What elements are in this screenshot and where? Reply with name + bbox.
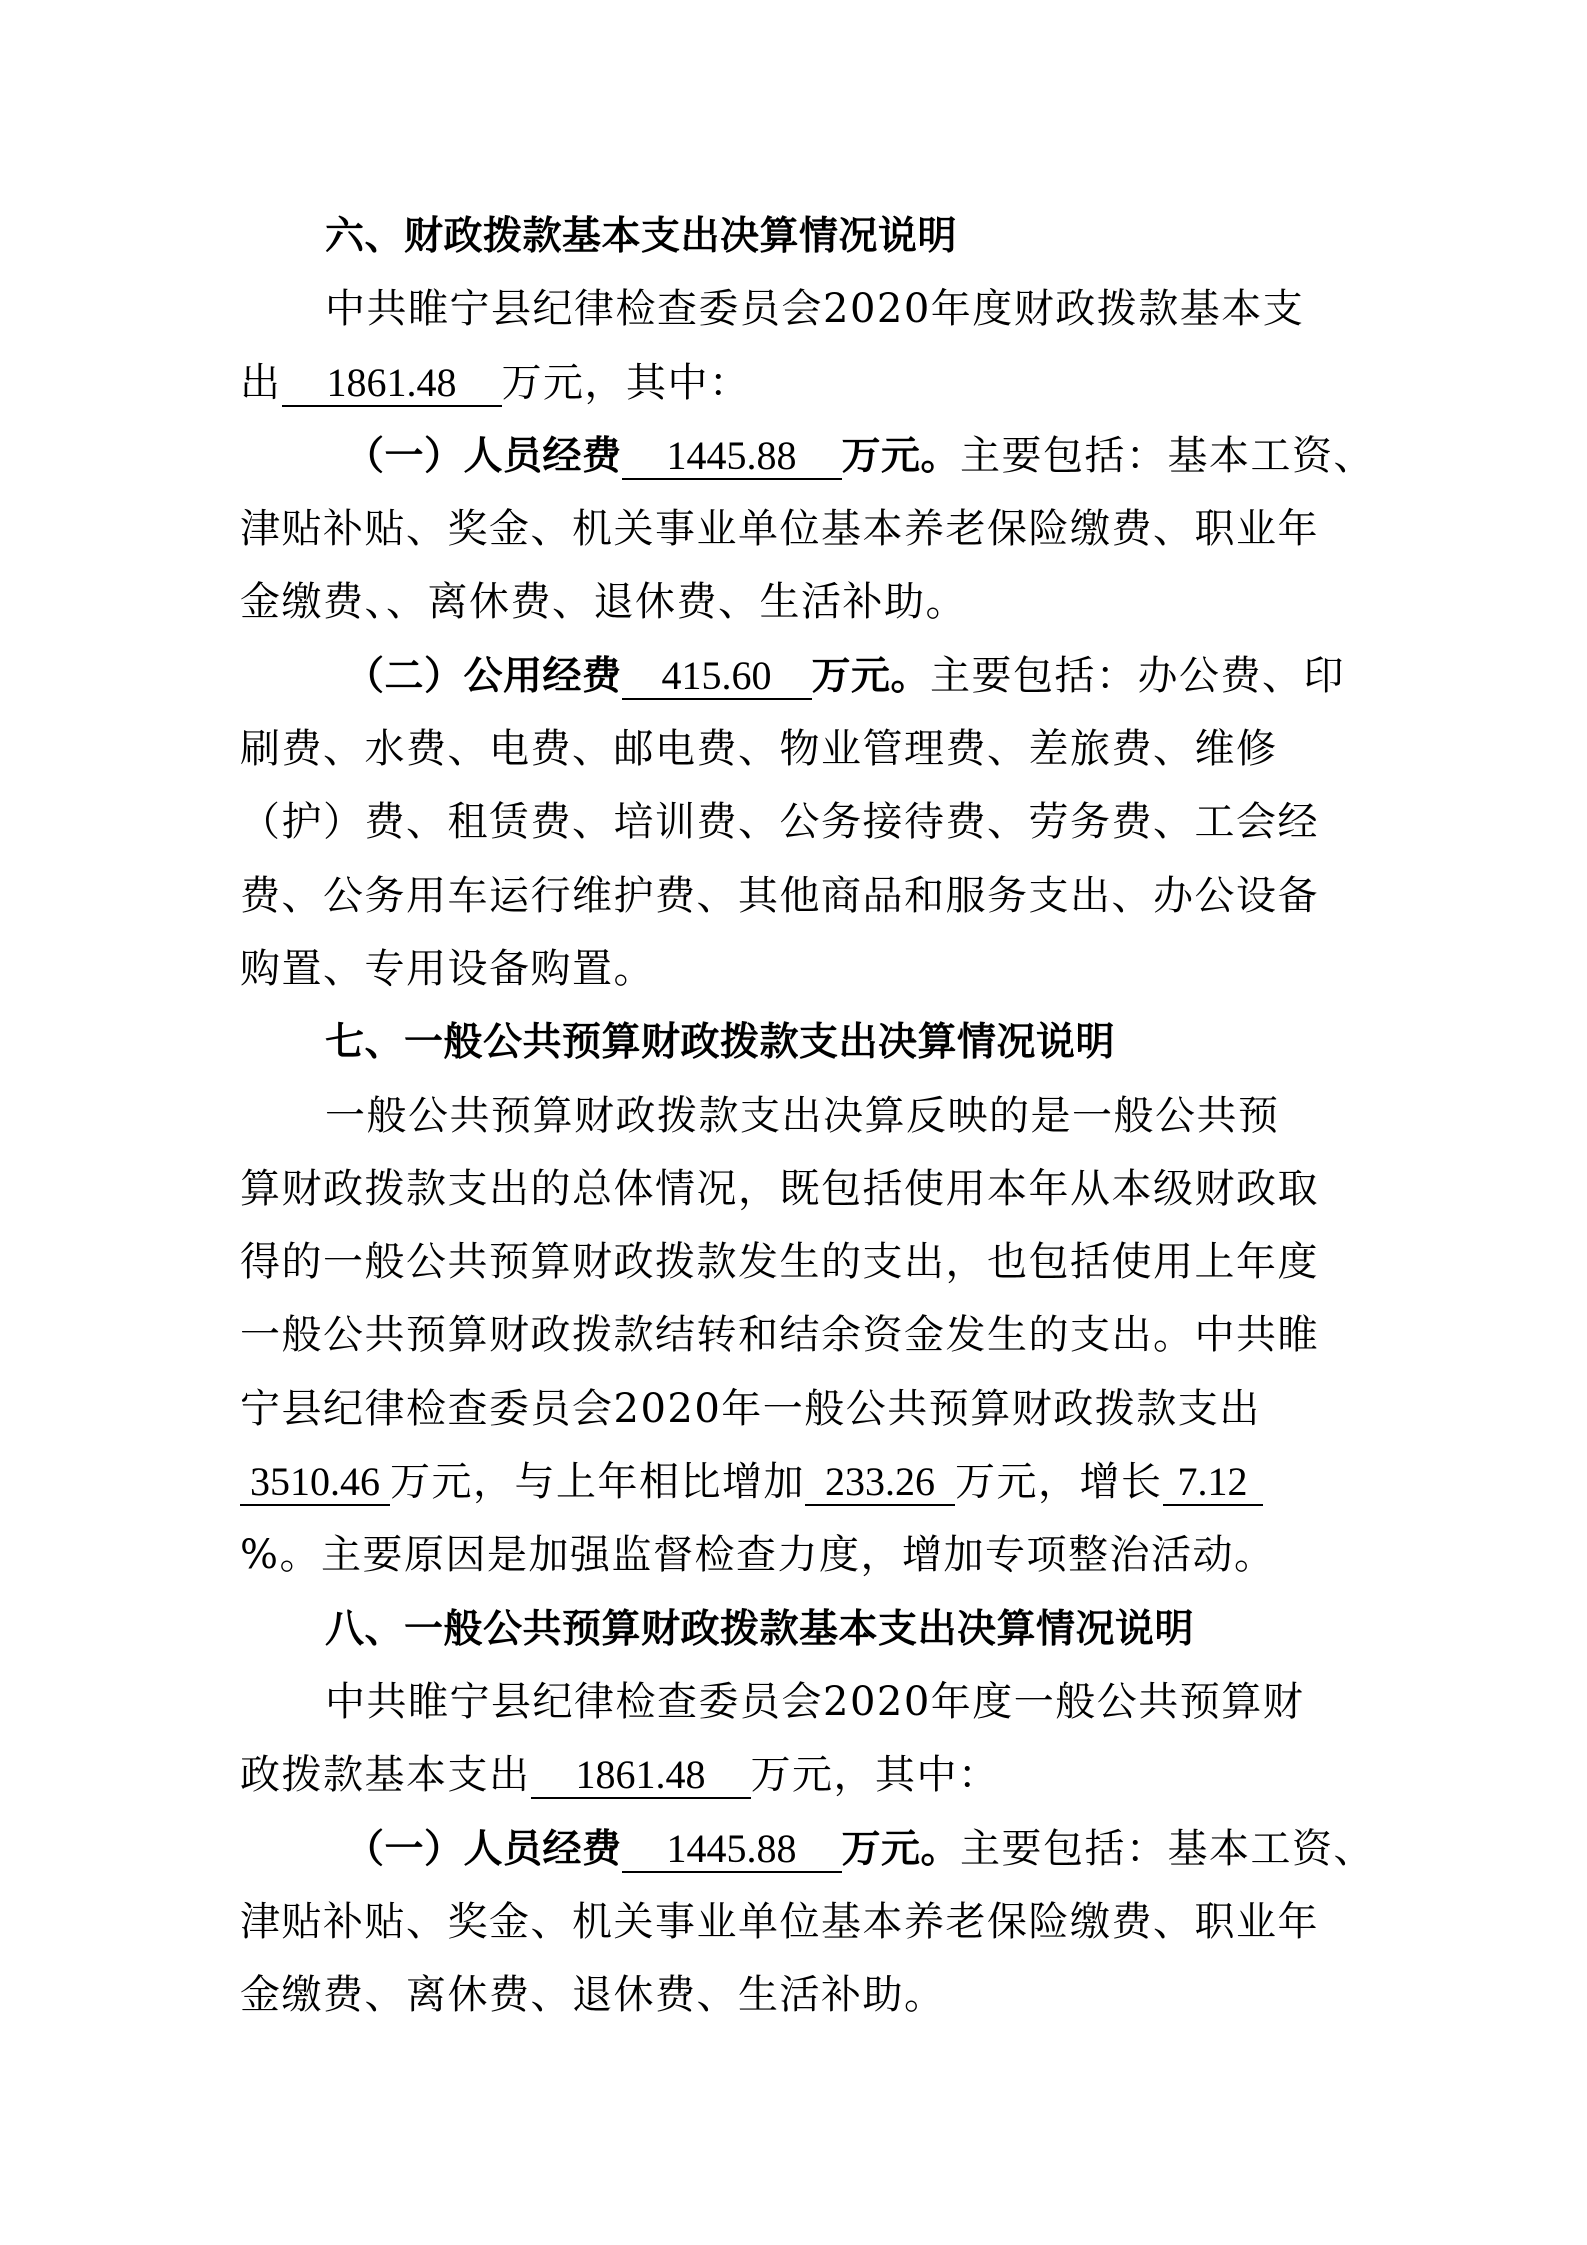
section7-text-after-total: 万元，与上年相比增加 [390,1459,805,1506]
section7-para-line7: %。主要原因是加强监督检查力度，增加专项整治活动。 [240,1532,1276,1579]
section8-total-amount: 1861.48 [531,1753,751,1799]
section7-para-line5: 宁县纪律检查委员会2020年一般公共预算财政拨款支出 [240,1385,1261,1432]
section6-heading: 六、财政拨款基本支出决算情况说明 [325,214,958,259]
section6-item1-text-a: 主要包括：基本工资、 [960,432,1376,479]
section6-item1-line3: 金缴费、、离休费、退休费、生活补助。 [240,579,967,626]
section6-item1-unit: 万元。 [841,433,961,479]
section7-para-line4: 一般公共预算财政拨款结转和结余资金发生的支出。中共睢 [240,1312,1319,1359]
section8-item1-line2: 津贴补贴、奖金、机关事业单位基本养老保险缴费、职业年 [240,1898,1319,1945]
section6-intro-line1: 中共睢宁县纪律检查委员会2020年度财政拨款基本支 [325,286,1305,333]
section8-item1-unit: 万元。 [841,1826,961,1872]
section7-growth-rate: 7.12 [1163,1460,1263,1506]
document-page [240,200,1376,2032]
section8-intro-prefix: 政拨款基本支出 [240,1752,531,1799]
section8-intro-suffix: 万元，其中： [750,1752,1000,1799]
section7-total-amount: 3510.46 [240,1460,390,1506]
section6-item2-line1 [240,640,1350,713]
section8-heading: 八、一般公共预算财政拨款基本支出决算情况说明 [325,1606,1195,1652]
section8-item1-text-a: 主要包括：基本工资、 [960,1825,1376,1872]
section6-item1-line1 [240,420,1376,493]
section6-item2-text-a: 主要包括：办公费、印 [930,652,1346,699]
section8-item1-amount: 1445.88 [622,1827,842,1873]
section6-item2-amount: 415.60 [622,654,812,700]
section6-intro-line2 [240,347,1350,420]
section6-intro-prefix: 出 [240,359,282,406]
section6-item1-line2: 津贴补贴、奖金、机关事业单位基本养老保险缴费、职业年 [240,506,1319,553]
section8-item1-line1 [240,1813,1376,1886]
section6-item2-line2: 刷费、水费、电费、邮电费、物业管理费、差旅费、维修 [240,726,1278,773]
section8-item1-line3: 金缴费、离休费、退休费、生活补助。 [240,1972,946,2019]
section6-item1-label: （一）人员经费 [345,433,622,479]
section7-increase-amount: 233.26 [805,1460,955,1506]
section6-item2-line4: 费、公务用车运行维护费、其他商品和服务支出、办公设备 [240,872,1319,919]
section6-item2-line3: （护）费、租赁费、培训费、公务接待费、劳务费、工会经 [240,799,1319,846]
section8-intro-line1: 中共睢宁县纪律检查委员会2020年度一般公共预算财 [325,1678,1305,1725]
section7-para-line1: 一般公共预算财政拨款支出决算反映的是一般公共预 [325,1092,1280,1139]
section8-item1-label: （一）人员经费 [345,1826,622,1872]
section7-para-line2: 算财政拨款支出的总体情况，既包括使用本年从本级财政取 [240,1165,1319,1212]
section7-heading: 七、一般公共预算财政拨款支出决算情况说明 [325,1020,1116,1066]
section6-item2-label: （二）公用经费 [345,653,622,699]
section6-item1-amount: 1445.88 [622,434,842,480]
section6-intro-suffix: 万元，其中： [501,359,751,406]
section7-para-line3: 得的一般公共预算财政拨款发生的支出，也包括使用上年度 [240,1239,1319,1286]
section8-intro-line2 [240,1739,1350,1812]
section7-para-line6 [240,1446,1350,1519]
section6-item2-unit: 万元。 [811,653,931,699]
section6-total-amount: 1861.48 [282,361,502,407]
section7-text-after-increase: 万元，增长 [955,1459,1163,1506]
section6-item2-line5: 购置、专用设备购置。 [240,945,655,992]
